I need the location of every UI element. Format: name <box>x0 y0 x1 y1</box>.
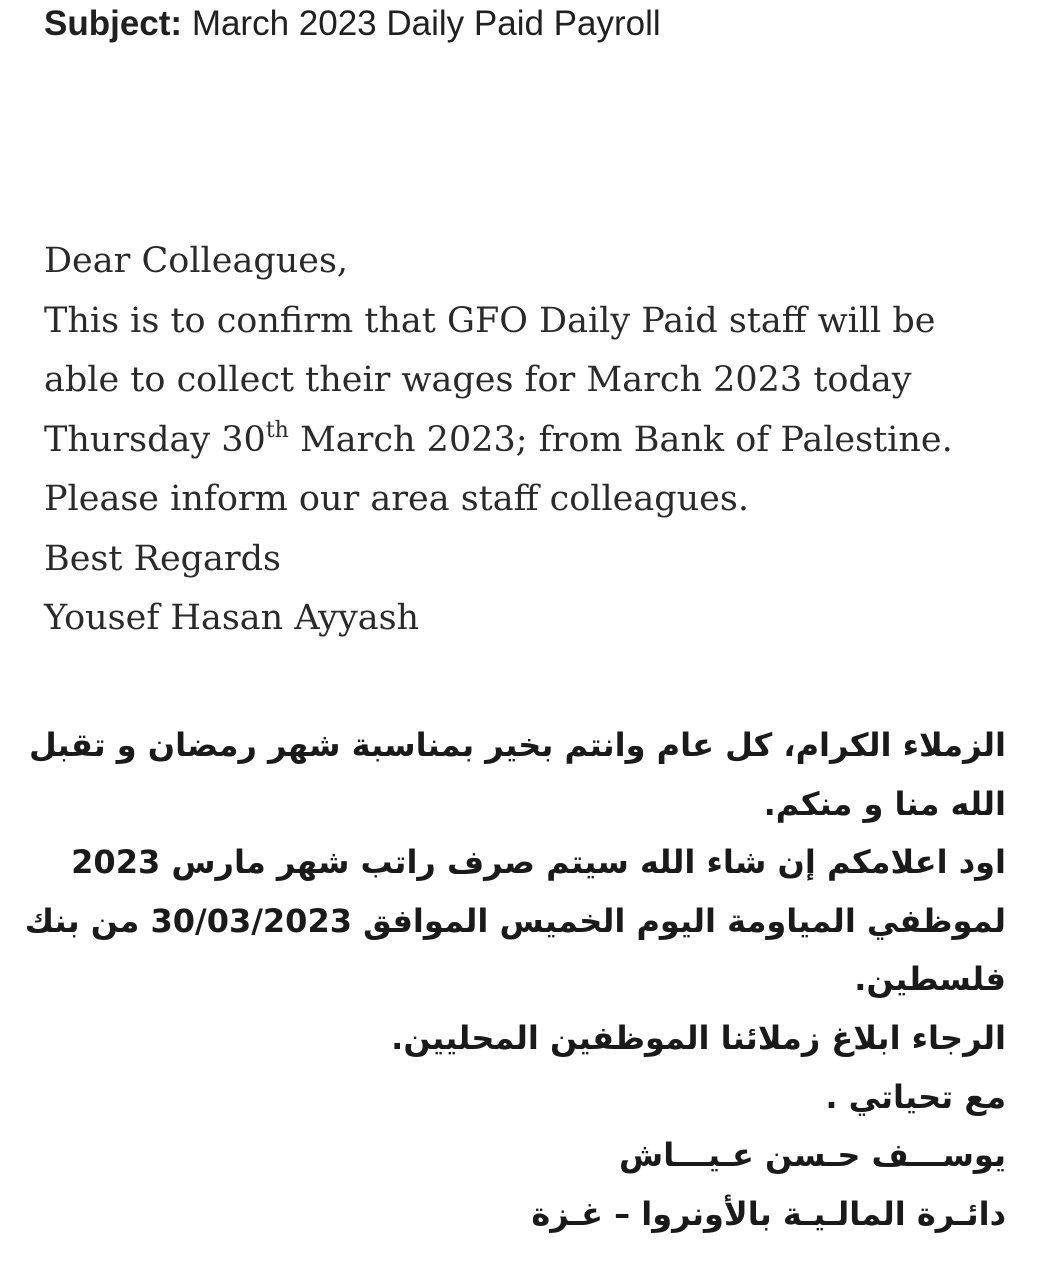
arabic-message <box>24 716 1006 1243</box>
closing: Best Regards <box>44 538 282 579</box>
arabic-line-2: الله منا و منكم. <box>763 784 1006 823</box>
arabic-line-7: مع تحياتي . <box>825 1077 1006 1116</box>
greeting: Dear Colleagues, <box>44 241 349 281</box>
subject-text: March 2023 Daily Paid Payroll <box>191 4 661 43</box>
date-day: Thursday 30 <box>44 419 266 460</box>
body-line-1: This is to confirm that GFO Daily Paid staff will be <box>44 300 936 341</box>
arabic-line-1: الزملاء الكرام، كل عام وانتم بخير بمناسبة شهر رمضان و تقبل <box>28 726 1006 764</box>
arabic-department: دائـرة المالـيـة بالأونروا – غـزة <box>531 1194 1006 1233</box>
body-line-3 <box>44 411 1034 471</box>
date-rest: March 2023; from Bank of Palestine. <box>288 419 953 460</box>
date-ordinal: th <box>265 417 289 443</box>
body-line-2: able to collect their wages for March 2023 today <box>44 360 912 400</box>
body-line-4: Please inform our area staff colleagues. <box>44 479 749 519</box>
arabic-line-5: فلسطين. <box>854 960 1006 999</box>
english-message <box>44 232 1034 649</box>
arabic-line-4: لموظفي المياومة اليوم الخميس الموافق 30/03/2023 من بنك <box>24 901 1006 940</box>
arabic-signature: يوســـف حـسن عـيـــاش <box>619 1136 1006 1175</box>
arabic-line-6: الرجاء ابلاغ زملائنا الموظفين المحليين. <box>391 1018 1006 1057</box>
subject-label: Subject: <box>44 4 183 43</box>
email-subject <box>44 2 661 46</box>
arabic-line-3: اود اعلامكم إن شاء الله سيتم صرف راتب شهر مارس 2023 <box>71 843 1006 882</box>
signature: Yousef Hasan Ayyash <box>44 598 420 638</box>
